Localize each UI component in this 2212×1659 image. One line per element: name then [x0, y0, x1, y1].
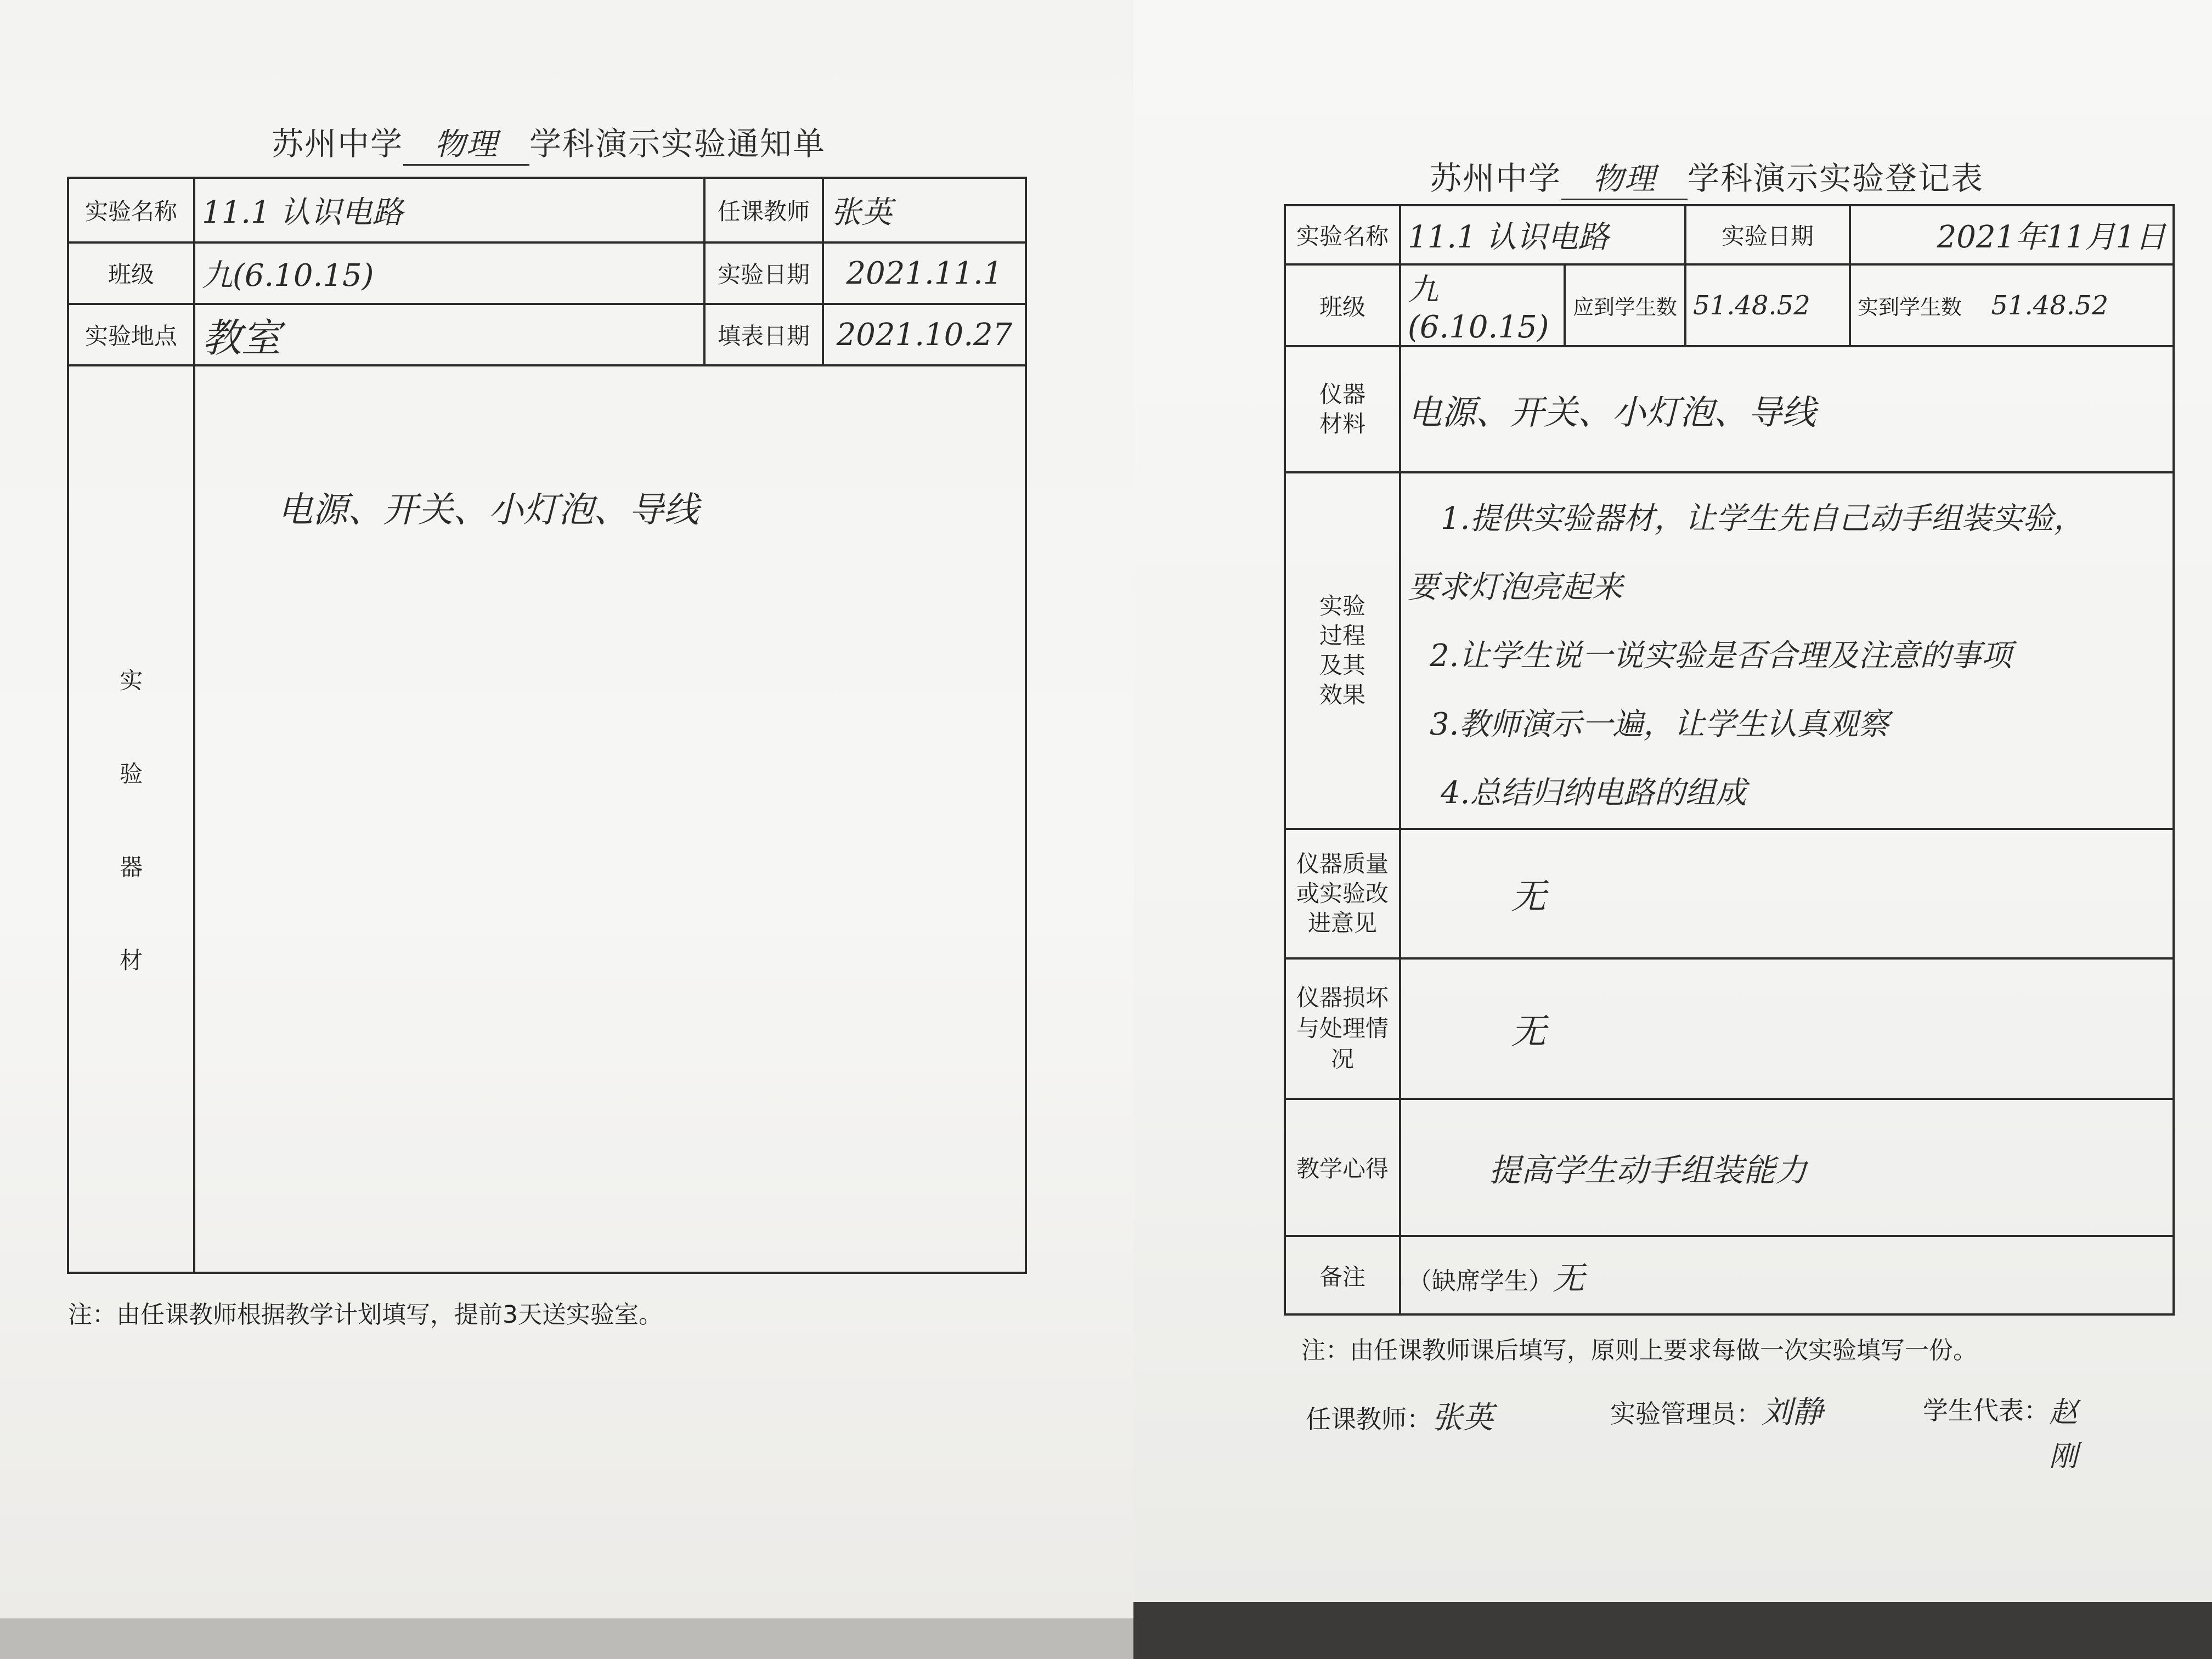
r-remarks-value[interactable] — [1400, 1236, 2174, 1314]
class-value[interactable]: 九(6.10.15) — [194, 242, 704, 304]
r-exp-date-value[interactable]: 2021年11月1日 — [1850, 205, 2174, 264]
exp-date-value[interactable]: 2021.11.1 — [823, 242, 1026, 304]
r-exp-date-label: 实验日期 — [1685, 205, 1850, 264]
r-damage-label: 仪器损坏与处理情况 — [1285, 958, 1400, 1099]
register-table — [1284, 204, 2175, 1316]
fill-date-label: 填表日期 — [704, 304, 823, 365]
student-signature: 学生代表： 赵刚 — [1923, 1391, 2049, 1427]
process-line: 4.总结归纳电路的组成 — [1441, 775, 1747, 811]
r-actual-cell[interactable] — [1850, 264, 2174, 346]
equipment-label-char: 材 — [119, 947, 143, 974]
equipment-label — [68, 365, 194, 1273]
fill-date-value[interactable]: 2021.10.27 — [823, 304, 1026, 365]
r-reflection-value[interactable]: 提高学生动手组装能力 — [1400, 1099, 2174, 1236]
background-surface — [0, 1618, 1141, 1659]
register-footnote: 注：由任课教师课后填写，原则上要求每做一次实验填写一份。 — [1301, 1336, 1977, 1364]
background-surface-dark — [1133, 1602, 2212, 1659]
r-exp-name-label: 实验名称 — [1285, 205, 1400, 264]
equipment-label-char: 实 — [119, 667, 143, 694]
equipment-label-char: 器 — [119, 854, 143, 881]
notice-footnote: 注：由任课教师根据教学计划填写，提前3天送实验室。 — [68, 1301, 663, 1329]
exp-name-value[interactable]: 11.1 认识电路 — [194, 178, 704, 242]
process-line: 3.教师演示一遍，让学生认真观察 — [1430, 707, 1889, 742]
teacher-label: 任课教师 — [704, 178, 823, 242]
notice-table — [67, 177, 1027, 1274]
equipment-label-char: 验 — [119, 760, 143, 787]
r-expected-label: 应到学生数 — [1565, 264, 1685, 346]
r-actual-value: 51.48.52 — [1991, 290, 2109, 321]
r-process-label: 实验过程及其效果 — [1285, 472, 1400, 829]
r-remarks-label: 备注 — [1285, 1236, 1400, 1314]
teacher-signature: 任课教师：张英 — [1306, 1400, 1493, 1436]
exp-name-label: 实验名称 — [68, 178, 194, 242]
teacher-value[interactable]: 张英 — [823, 178, 1026, 242]
class-label: 班级 — [68, 242, 194, 304]
r-actual-label: 实到学生数 — [1858, 295, 1962, 319]
r-remarks-text: 无 — [1553, 1259, 1585, 1297]
process-line: 1.提供实验器材，让学生先自己动手组装实验， — [1441, 501, 2085, 537]
register-title: 苏州中学 物理 学科演示实验登记表 — [1430, 153, 1984, 200]
location-value[interactable]: 教室 — [194, 304, 704, 365]
r-quality-value[interactable]: 无 — [1400, 829, 2174, 958]
r-quality-label: 仪器质量或实验改进意见 — [1285, 829, 1400, 958]
admin-signature: 实验管理员：刘静 — [1610, 1395, 1823, 1430]
r-class-value[interactable]: 九(6.10.15) — [1400, 264, 1565, 346]
r-instruments-label: 仪器材料 — [1285, 346, 1400, 472]
process-line: 要求灯泡亮起来 — [1408, 569, 1623, 605]
r-process-value[interactable] — [1400, 472, 2174, 829]
r-remarks-prefix: （缺席学生） — [1408, 1267, 1553, 1295]
r-exp-name-value[interactable]: 11.1 认识电路 — [1400, 205, 1685, 264]
process-line: 2.让学生说一说实验是否合理及注意的事项 — [1430, 638, 2012, 674]
equipment-value[interactable]: 电源、开关、小灯泡、导线 — [194, 365, 1026, 1273]
exp-date-label: 实验日期 — [704, 242, 823, 304]
r-reflection-label: 教学心得 — [1285, 1099, 1400, 1236]
r-instruments-value[interactable]: 电源、开关、小灯泡、导线 — [1400, 346, 2174, 472]
r-expected-value[interactable]: 51.48.52 — [1685, 264, 1850, 346]
notice-title: 苏州中学 物理 学科演示实验通知单 — [272, 118, 826, 166]
r-damage-value[interactable]: 无 — [1400, 958, 2174, 1099]
r-class-label: 班级 — [1285, 264, 1400, 346]
student-signature-name: 赵刚 — [2049, 1396, 2078, 1473]
location-label: 实验地点 — [68, 304, 194, 365]
